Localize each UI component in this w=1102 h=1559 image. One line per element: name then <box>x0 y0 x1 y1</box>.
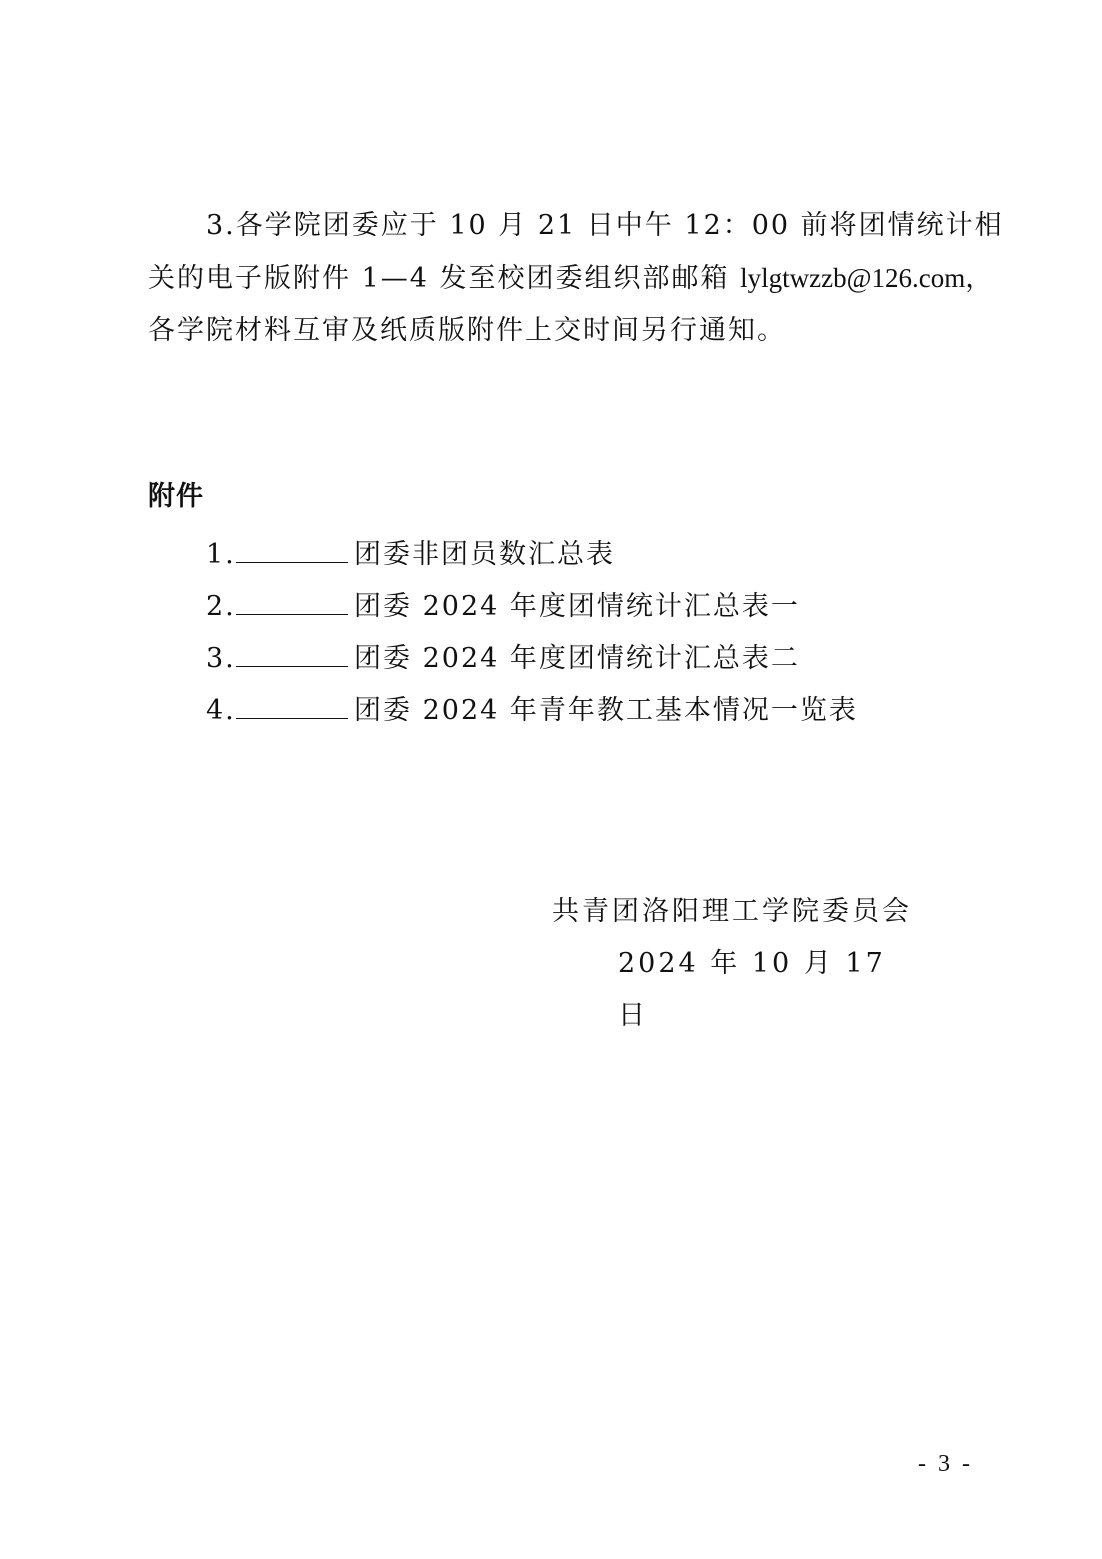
fill-in-blank <box>236 682 348 719</box>
email-address: lylgtwzzb@126.com <box>740 263 966 293</box>
attachment-item-3 <box>206 630 966 682</box>
attachments-list <box>206 526 966 734</box>
issuing-organization: 共青团洛阳理工学院委员会 <box>552 896 912 927</box>
attachment-title: 团委 2024 年青年教工基本情况一览表 <box>354 695 858 726</box>
signature-block <box>540 886 920 1042</box>
paragraph-line-1: 3.各学院团委应于 10 月 21 日中午 12：00 前将团情统计相 <box>206 210 1004 241</box>
fill-in-blank <box>236 578 348 615</box>
fill-in-blank <box>236 630 348 667</box>
paragraph-line-2-punct: ， <box>965 263 995 294</box>
paragraph-line-2-text: 关的电子版附件 1—4 发至校团委组织部邮箱 <box>148 263 730 294</box>
page-number: - 3 - <box>918 1451 973 1477</box>
attachments-heading: 附件 <box>148 481 204 512</box>
notice-paragraph <box>148 200 1004 357</box>
attachment-item-2 <box>206 578 966 630</box>
attachment-number: 3. <box>206 643 236 674</box>
issue-date: 2024 年 10 月 17 日 <box>618 948 886 1031</box>
attachment-title: 团委非团员数汇总表 <box>354 539 615 570</box>
fill-in-blank <box>236 526 348 563</box>
attachment-item-4 <box>206 682 966 734</box>
attachment-number: 1. <box>206 539 236 570</box>
attachment-item-1 <box>206 526 966 578</box>
attachment-number: 2. <box>206 591 236 622</box>
attachment-title: 团委 2024 年度团情统计汇总表二 <box>354 643 800 674</box>
paragraph-line-2 <box>148 252 995 305</box>
paragraph-line-3: 各学院材料互审及纸质版附件上交时间另行通知。 <box>148 315 786 346</box>
attachment-title: 团委 2024 年度团情统计汇总表一 <box>354 591 800 622</box>
attachment-number: 4. <box>206 695 236 726</box>
